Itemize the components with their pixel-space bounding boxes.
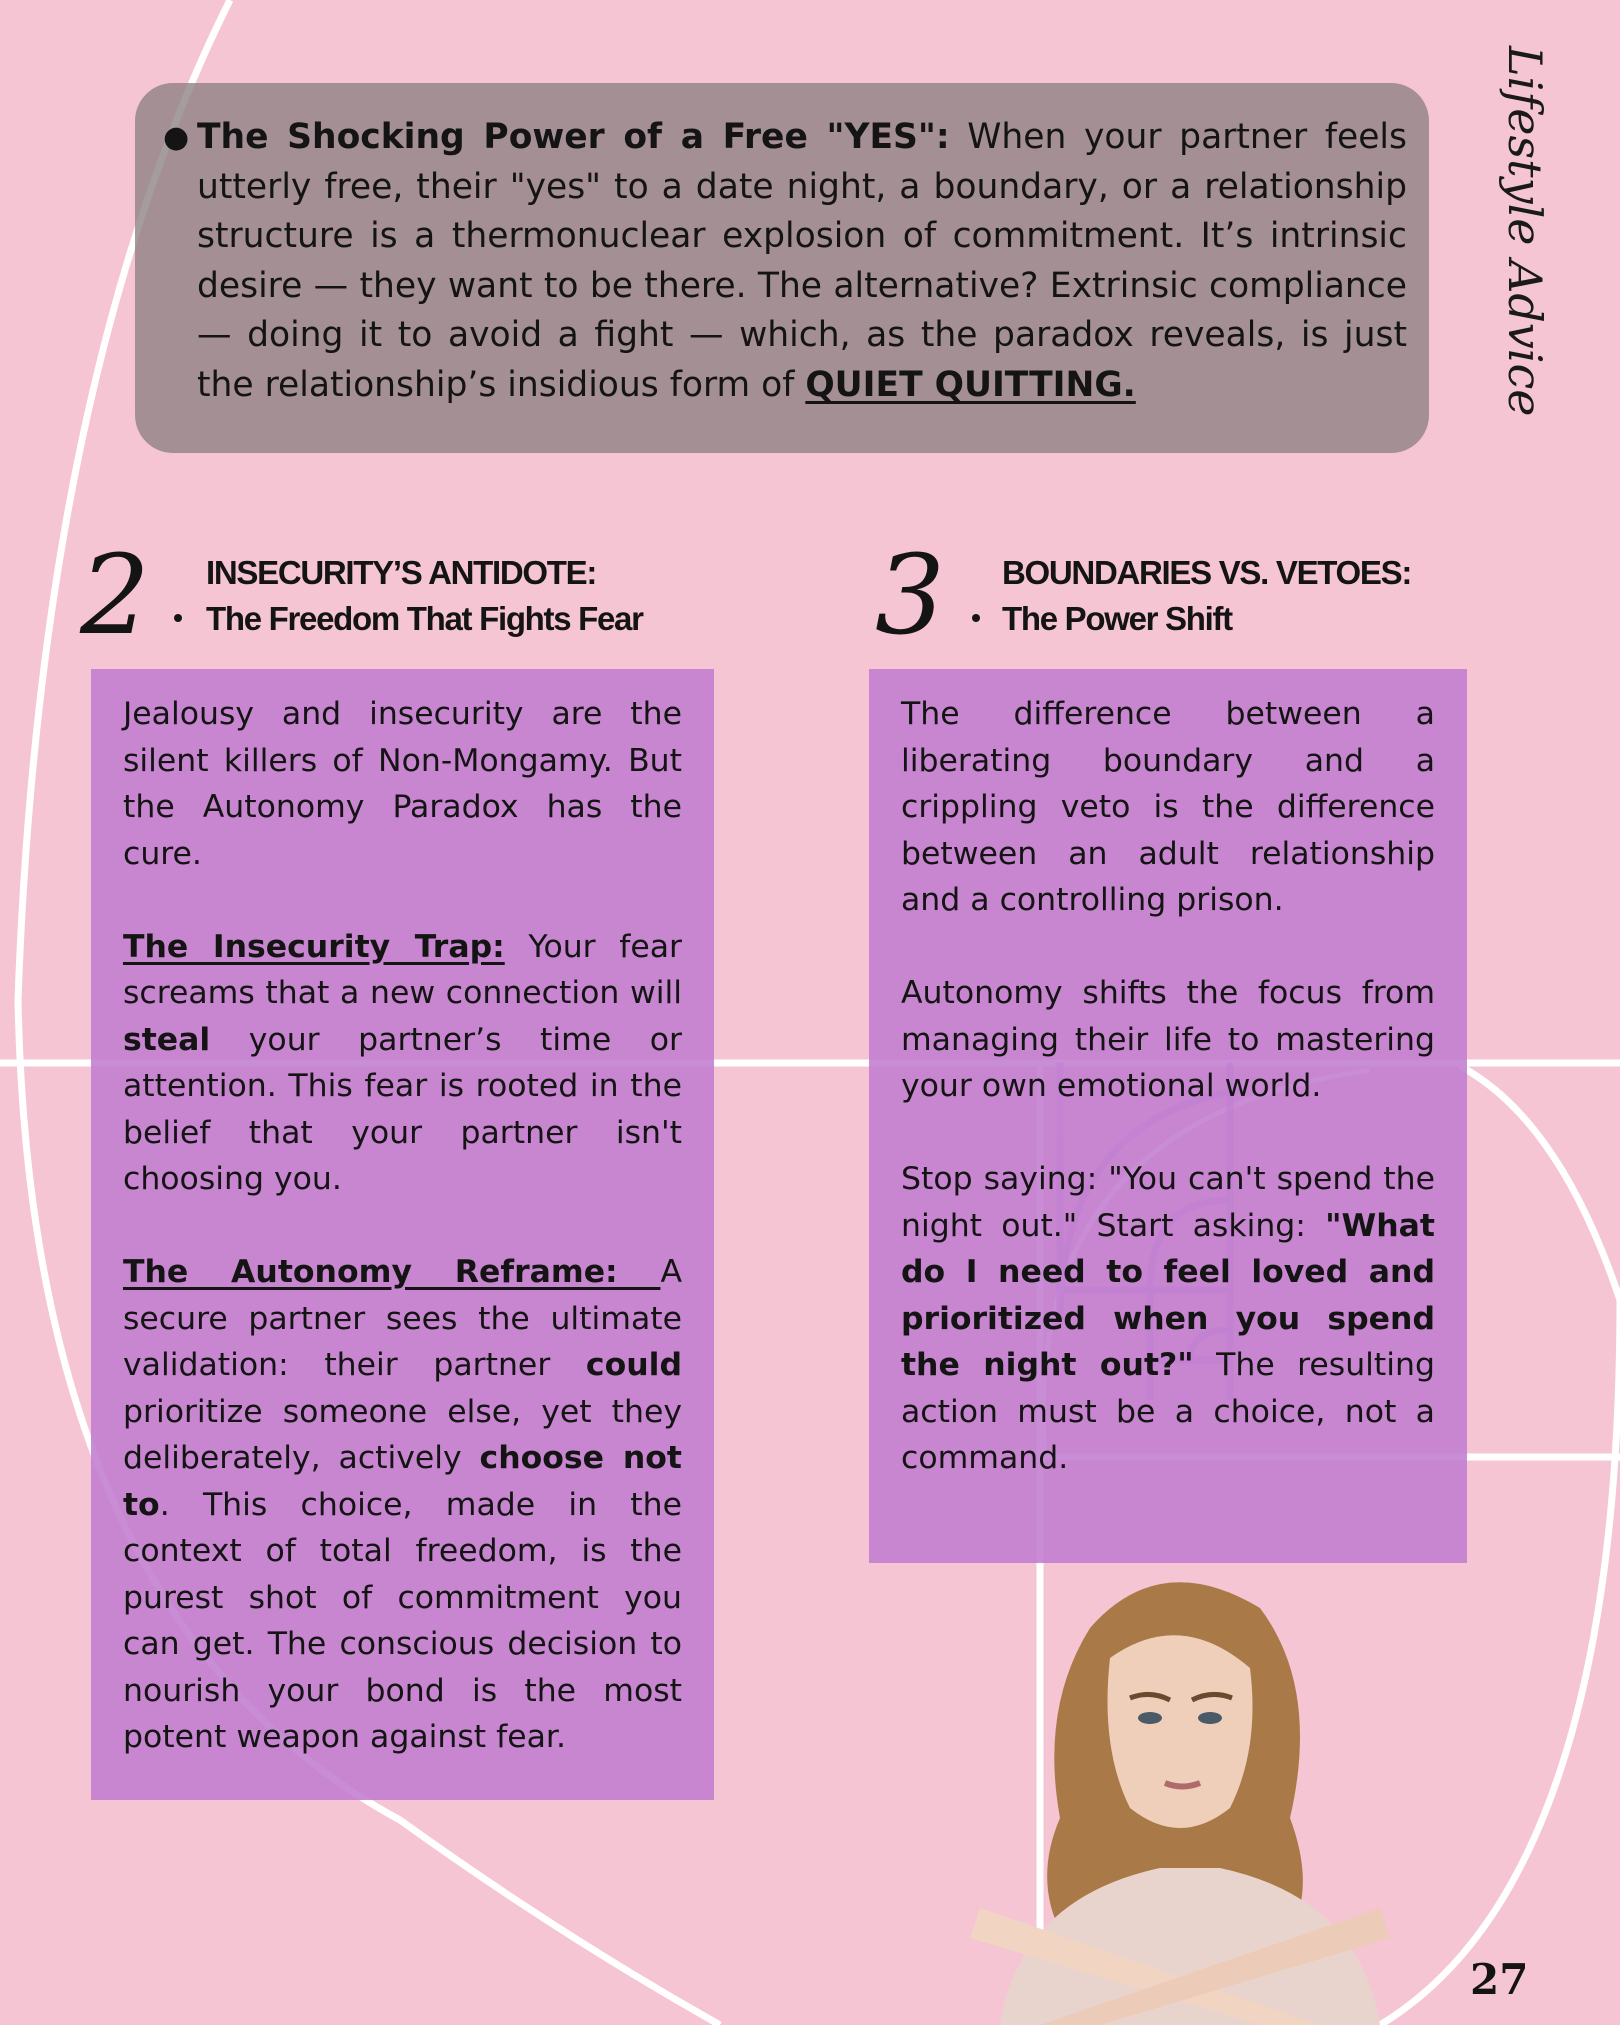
trap-bold: steal — [123, 1021, 211, 1058]
section-2-intro: Jealousy and insecurity are the silent killers of Non-Mongamy. But the Autonomy Paradox has the cure. — [123, 696, 682, 872]
reframe-bold-1: could — [585, 1347, 682, 1383]
callout-title: The Shocking Power of a Free "YES": — [197, 117, 950, 157]
reframe-text-2: prioritize someone else, yet they deliberately, actively — [123, 1393, 682, 1476]
section-3-content-box — [869, 669, 1467, 1563]
callout-box — [135, 83, 1429, 453]
p3-text-2: The resulting action must be a choice, not a command. — [901, 1347, 1435, 1476]
section-2-subtitle: The Freedom That Fights Fear — [206, 600, 643, 637]
callout-emphasis: QUIET QUITTING. — [805, 364, 1136, 405]
trap-text-1: Your fear screams that a new connection will — [123, 928, 683, 1011]
section-2-title: INSECURITY’S ANTIDOTE: — [206, 554, 597, 591]
reframe-text-1: A secure partner sees the ultimate validation: their partner — [123, 1254, 682, 1383]
autonomy-reframe-label: The Autonomy Reframe: — [123, 1254, 661, 1290]
section-3-paragraph-1: The difference between a liberating boundary and a crippling veto is the difference between an adult relationship and a controlling prison. — [901, 696, 1435, 918]
section-2-number: 2 — [80, 531, 150, 659]
section-3-title: BOUNDARIES VS. VETOES: — [1002, 554, 1412, 591]
autonomy-reframe-paragraph — [123, 1249, 682, 1761]
callout-text: When your partner feels utterly free, their "yes" to a date night, a boundary, or a relationship structure is a thermonuclear explosion of commitment. It’s intrinsic desire — they want to be there. The alternative? Extrinsic compliance — doing it to avoid a fight — which, as the paradox reveals, is just the relationship’s insidious form of — [197, 117, 1407, 405]
section-3-paragraph-2: Autonomy shifts the focus from managing their life to mastering your own emotional world. — [901, 975, 1435, 1104]
bullet-icon: ● — [163, 120, 190, 155]
p3-text-1: Stop saying: "You can't spend the night out." Start asking: — [901, 1161, 1435, 1244]
woman-crossed-arms-photo — [960, 1568, 1400, 2025]
section-2-dot — [174, 614, 182, 622]
section-3-dot — [972, 614, 980, 622]
reframe-text-3: . This choice, made in the context of total freedom, is the purest shot of commitment you can get. The conscious decision to nourish your bond is the most potent weapon against fear. — [123, 1486, 682, 1755]
page-number: 27 — [1470, 1955, 1529, 2004]
section-3-subtitle: The Power Shift — [1002, 600, 1232, 637]
p3-bold: "What do I need to feel loved and prioritized when you spend the night out?" — [901, 1207, 1435, 1383]
trap-text-2: your partner’s time or attention. This fear is rooted in the belief that your partner isn't choosing you. — [123, 1021, 682, 1197]
section-3-number: 3 — [875, 531, 945, 659]
reframe-bold-2: choose not to — [123, 1440, 682, 1523]
insecurity-trap-paragraph — [123, 924, 682, 1203]
section-2-content-box — [91, 669, 714, 1800]
section-label: Lifestyle Advice — [1498, 46, 1552, 417]
section-3-paragraph-3 — [901, 1156, 1435, 1482]
callout-paragraph — [163, 113, 1407, 411]
insecurity-trap-label: The Insecurity Trap: — [123, 928, 505, 965]
